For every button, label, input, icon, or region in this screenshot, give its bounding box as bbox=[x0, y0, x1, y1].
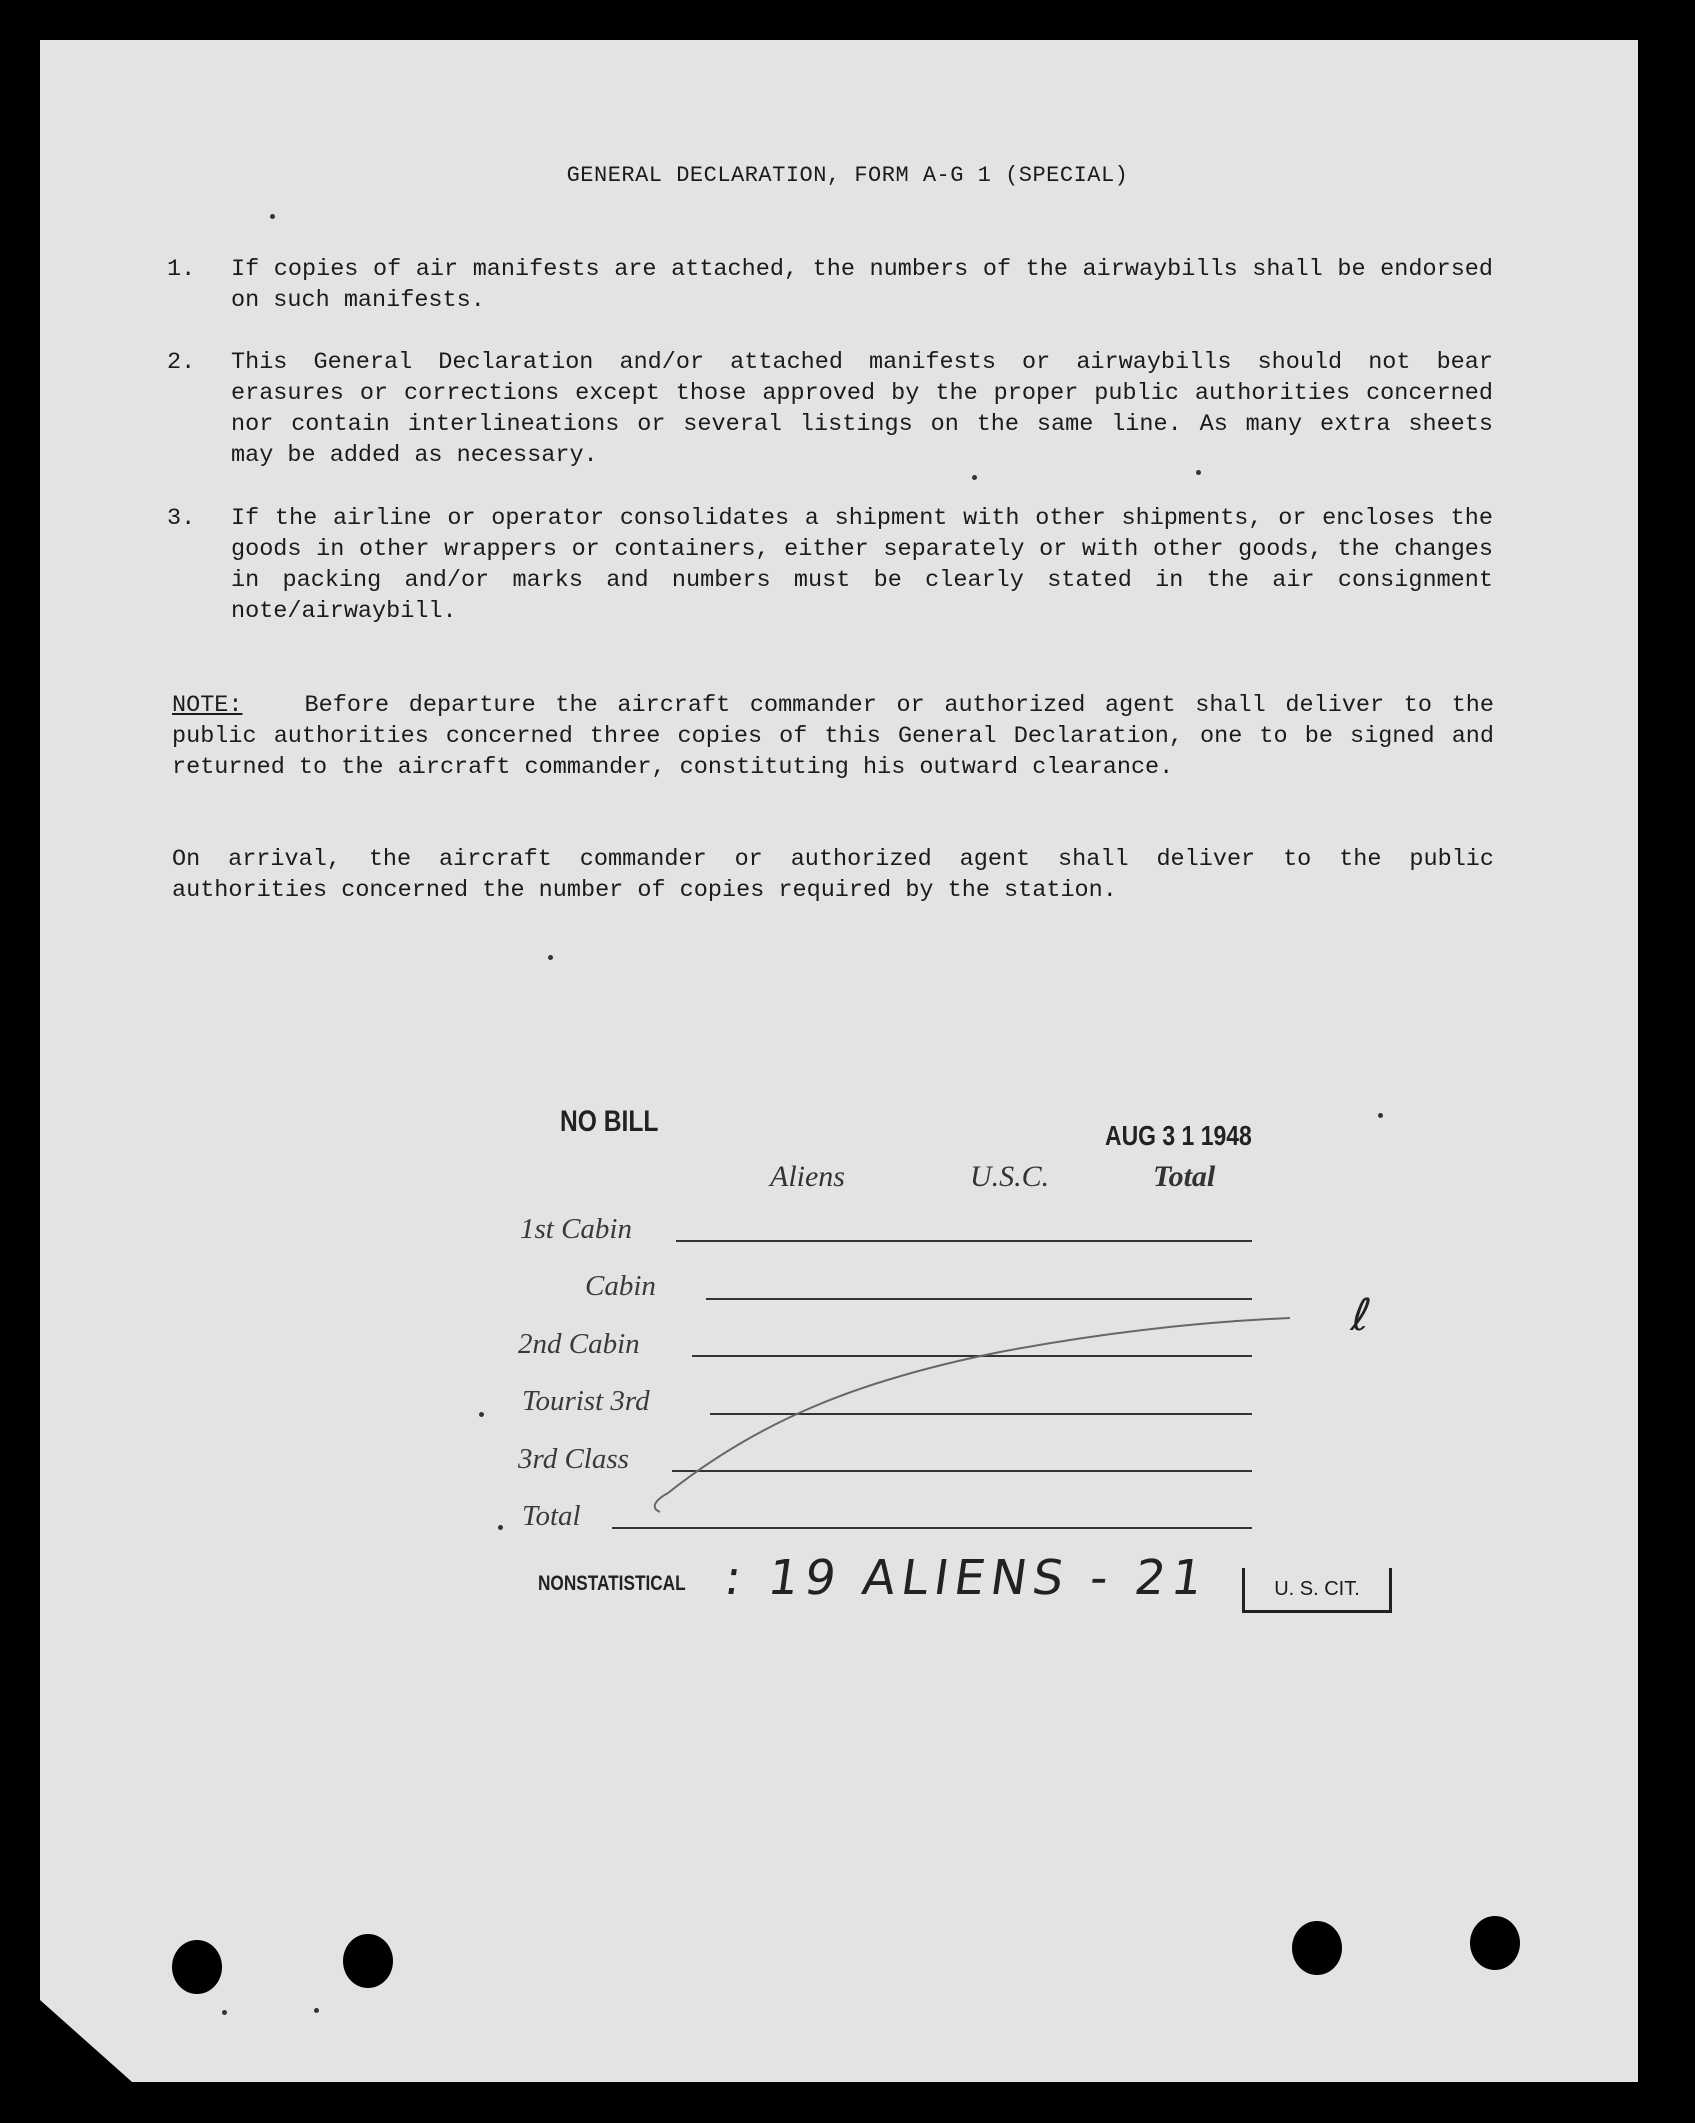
speck bbox=[479, 1412, 484, 1417]
item-number: 3. bbox=[167, 505, 196, 532]
handwritten-mark: ℓ bbox=[1348, 1290, 1380, 1341]
speck bbox=[222, 2010, 227, 2015]
nonstatistical-stamp: NONSTATISTICAL bbox=[538, 1572, 686, 1595]
row-label-total: Total bbox=[522, 1500, 581, 1532]
no-bill-stamp: NO BILL bbox=[560, 1105, 659, 1138]
item-text: If the airline or operator consolidates a shipment with other shipments, or encloses the goods in other wrappers or containers, either separately or with other goods, the changes in packing and/or marks and numbers must be clearly stated in the air consignment note/airwaybill. bbox=[231, 505, 1493, 625]
note-label: NOTE: bbox=[172, 692, 243, 719]
item-number: 1. bbox=[167, 256, 196, 283]
column-header-usc: U.S.C. bbox=[970, 1160, 1050, 1193]
form-title: GENERAL DECLARATION, FORM A-G 1 (SPECIAL) bbox=[566, 163, 1129, 188]
item-text: This General Declaration and/or attached manifests or airwaybills should not bear erasures or corrections except those approved by the proper public authorities concerned nor contain interlineations or several listings on the same line. As many extra sheets may be added as necessary. bbox=[231, 349, 1493, 469]
row-label-1st-cabin: 1st Cabin bbox=[520, 1213, 632, 1245]
item-number: 2. bbox=[167, 349, 196, 376]
row-label-2nd-cabin: 2nd Cabin bbox=[518, 1328, 640, 1360]
speck bbox=[1378, 1113, 1383, 1118]
speck bbox=[314, 2008, 319, 2013]
row-label-cabin: Cabin bbox=[585, 1270, 656, 1302]
row-label-tourist-3rd: Tourist 3rd bbox=[522, 1385, 650, 1417]
speck bbox=[548, 955, 553, 960]
column-header-total: Total bbox=[1153, 1160, 1216, 1193]
arrival-paragraph: On arrival, the aircraft commander or authorized agent shall deliver to the public authorities concerned the number of copies required by the station. bbox=[172, 846, 1494, 904]
speck bbox=[972, 475, 977, 480]
item-text: If copies of air manifests are attached, the numbers of the airwaybills shall be endorsed on such manifests. bbox=[231, 256, 1493, 314]
punch-hole bbox=[172, 1940, 222, 1994]
us-cit-stamp: U. S. CIT. bbox=[1242, 1568, 1392, 1613]
date-stamp: AUG 3 1 1948 bbox=[1105, 1120, 1252, 1151]
speck bbox=[1196, 470, 1201, 475]
speck bbox=[498, 1525, 503, 1530]
note-text: Before departure the aircraft commander or authorized agent shall deliver to the public authorities concerned three copies of this General Declaration, one to be signed and returned to the aircraft commander, constituting his outward clearance. bbox=[172, 692, 1494, 781]
row-label-3rd-class: 3rd Class bbox=[518, 1443, 629, 1475]
punch-hole bbox=[1470, 1916, 1520, 1970]
handwritten-count: : 19 ALIENS - 21 bbox=[721, 1550, 1213, 1606]
punch-hole bbox=[343, 1934, 393, 1988]
column-header-aliens: Aliens bbox=[770, 1160, 845, 1193]
speck bbox=[270, 214, 275, 219]
punch-hole bbox=[1292, 1921, 1342, 1975]
